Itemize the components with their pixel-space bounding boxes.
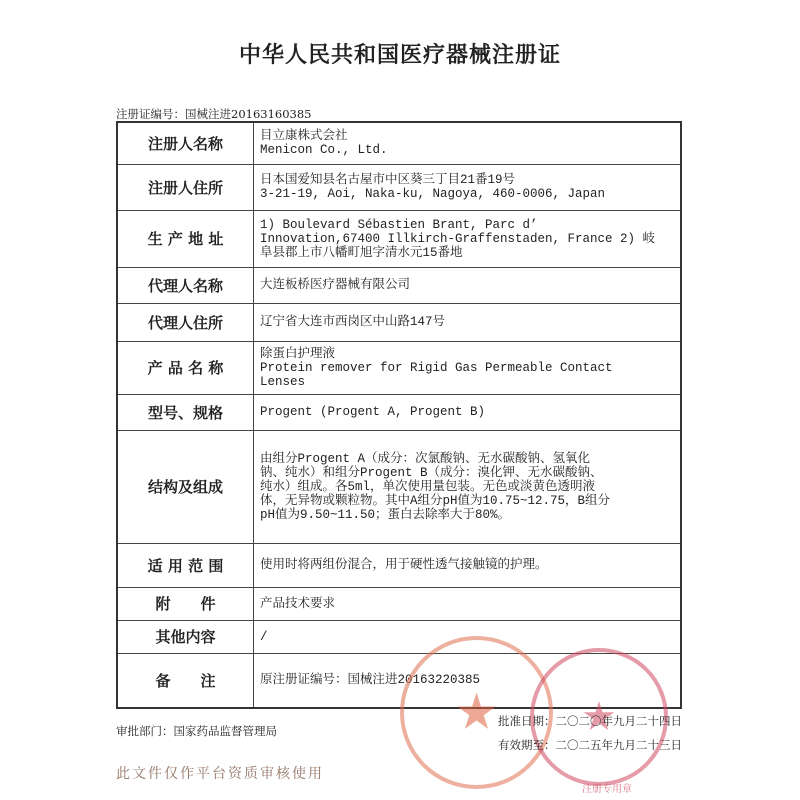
row-value: [254, 122, 682, 164]
approval-department: 审批部门：国家药品监督管理局: [116, 724, 277, 738]
value-line: 使用时将两组份混合，用于硬性透气接触镜的护理。: [260, 558, 548, 572]
value-line: 1) Boulevard Sébastien Brant, Parc d’: [260, 217, 538, 232]
value-line: 大连板桥医疗器械有限公司: [260, 278, 411, 292]
row-label: 附 件: [117, 587, 254, 620]
table-row: [117, 122, 681, 164]
dates-block: [498, 709, 682, 757]
row-label: 结构及组成: [117, 430, 254, 543]
table-row: [117, 394, 681, 430]
value-line: 产品技术要求: [260, 596, 336, 611]
table-row: [117, 164, 681, 210]
table-row: [117, 303, 681, 341]
row-label: 代理人名称: [117, 267, 254, 303]
registration-number: 注册证编号：国械注进20163160385: [116, 107, 312, 121]
table-row: [117, 267, 681, 303]
certificate-table: [116, 121, 682, 709]
value-line: 日本国爱知县名古屋市中区葵三丁目21番19号: [260, 173, 516, 187]
value-line: 由组分Progent A（成分：次氯酸钠、无水碳酸钠、氢氧化: [260, 451, 591, 466]
table-row: [117, 341, 681, 394]
row-label: 型号、规格: [117, 394, 254, 430]
valid-until: 有效期至：二〇二五年九月二十三日: [498, 738, 682, 752]
table-row: [117, 543, 681, 587]
value-line: 辽宁省大连市西岗区中山路147号: [260, 315, 446, 329]
row-label: 产 品 名 称: [117, 341, 254, 394]
value-line: Protein remover for Rigid Gas Permeable Contact: [260, 360, 613, 375]
star-icon: [457, 693, 497, 733]
seal-subtitle: 注册专用章: [582, 784, 632, 795]
row-value: [254, 430, 682, 543]
row-value: [254, 267, 682, 303]
row-label: 适 用 范 围: [117, 543, 254, 587]
value-line: Lenses: [260, 374, 306, 389]
table-row: [117, 430, 681, 543]
value-line: 3-21-19, Aoi, Naka-ku, Nagoya, 460-0006, Japan: [260, 187, 606, 201]
value-line: Innovation,67400 Illkirch-Graffenstaden, France 2) 岐: [260, 231, 656, 246]
value-line: 除蛋白护理液: [260, 346, 336, 361]
row-label: 注册人名称: [117, 122, 254, 164]
value-line: 阜县郡上市八幡町旭字清水元15番地: [260, 245, 463, 260]
approval-date: 批准日期：二〇二〇年九月二十四日: [498, 714, 682, 728]
row-value: [254, 303, 682, 341]
row-value: [254, 341, 682, 394]
value-line: pH值为9.50~11.50；蛋白去除率大于80%。: [260, 507, 511, 522]
row-label: 生 产 地 址: [117, 210, 254, 267]
row-value: [254, 164, 682, 210]
row-label: 注册人住所: [117, 164, 254, 210]
value-line: 目立康株式会社: [260, 129, 348, 144]
table-row: [117, 587, 681, 620]
value-line: 体，无异物或颗粒物。其中A组分pH值为10.75~12.75，B组分: [260, 493, 611, 508]
row-label: 备 注: [117, 653, 254, 708]
value-line: /: [260, 629, 268, 644]
value-line: 纯水）组成。各5ml，单次使用量包装。无色或淡黄色透明液: [260, 479, 596, 494]
watermark: 此文件仅作平台资质审核使用: [116, 766, 324, 782]
row-label: 其他内容: [117, 620, 254, 653]
row-value: [254, 394, 682, 430]
row-label: 代理人住所: [117, 303, 254, 341]
row-value: [254, 210, 682, 267]
document-title: 中华人民共和国医疗器械注册证: [238, 43, 561, 68]
row-value: [254, 543, 682, 587]
value-line: Progent (Progent A, Progent B): [260, 405, 486, 419]
value-line: 原注册证编号：国械注进20163220385: [260, 673, 481, 688]
value-line: Menicon Co., Ltd.: [260, 143, 388, 158]
row-value: [254, 587, 682, 620]
table-row: [117, 210, 681, 267]
value-line: 钠、纯水）和组分Progent B（成分：溴化钾、无水碳酸钠、: [260, 465, 603, 480]
